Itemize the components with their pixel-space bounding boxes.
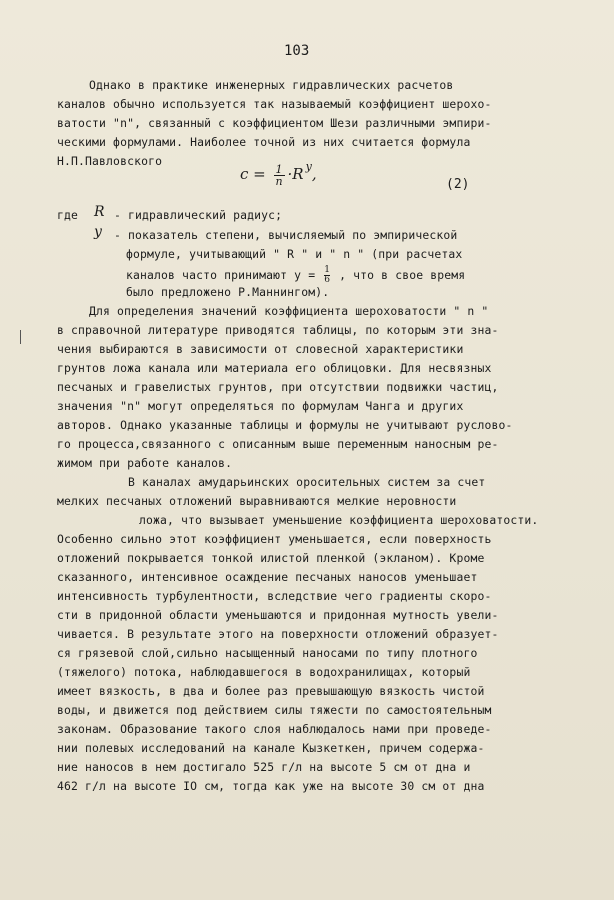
text-line: законам. Образование такого слоя наблюдалось нами при проведе- [57, 722, 492, 736]
text-line: нии полевых исследований на канале Кызкеткен, причем содержа- [57, 741, 485, 755]
where-y-line: - показатель степени, вычисляемый по эмпирической [114, 228, 458, 242]
text-line: сти в придонной области уменьшаются и придонная мутность увели- [57, 608, 499, 622]
text-line: ние наносов в нем достигало 525 г/л на высоте 5 см от дна и [57, 760, 471, 774]
text-line: отложений покрывается тонкой илистой пленкой (экланом). Кроме [57, 551, 485, 565]
inline-fraction-numerator: 1 [324, 265, 331, 275]
text-line: ватости "n", связанный с коэффициентом Шези различными эмпири- [57, 116, 492, 130]
text-line: чивается. В результате этого на поверхности отложений образует- [57, 627, 499, 641]
page-number: 103 [284, 43, 310, 59]
text-line: песчаных и гравелистых грунтов, при отсутствии подвижки частиц, [57, 380, 499, 394]
formula-fraction [274, 164, 285, 187]
where-intro: где [57, 208, 79, 222]
where-y-symbol [94, 225, 102, 239]
text-line: го процесса,связанного с описанным выше переменным наносным ре- [57, 437, 499, 451]
text-line: Н.П.Павловского [57, 154, 163, 168]
text-line: чения выбираются в зависимости от словесной характеристики [57, 342, 464, 356]
text-line: ческими формулами. Наиболее точной из них считается формула [57, 135, 471, 149]
margin-mark [20, 330, 21, 344]
where-r-symbol [94, 205, 105, 219]
text-line: Особенно сильно этот коэффициент уменьшается, если поверхность [57, 532, 492, 546]
text-line: В каналах амударьинских оросительных систем за счет [128, 475, 486, 489]
text-line: (тяжелого) потока, наблюдавшегося в водохранилищах, который [57, 665, 471, 679]
text-line: интенсивность турбулентности, вследствие чего градиенты скоро- [57, 589, 492, 603]
text-line: ложа, что вызывает уменьшение коэффициента шероховатости. [139, 513, 539, 527]
where-y-line3-pre: каналов часто принимают y = [126, 268, 316, 282]
text-line: жимом при работе каналов. [57, 456, 233, 470]
where-y-line: было предложено Р.Маннингом). [126, 285, 330, 299]
inline-fraction-denominator: 6 [324, 275, 331, 285]
formula-exponent: y [305, 160, 312, 173]
formula-lhs: c = [240, 165, 266, 183]
text-line: авторов. Однако указанные таблицы и формулы не учитывают руслово- [57, 418, 513, 432]
text-line: Для определения значений коэффициента шероховатости " n " [89, 304, 489, 318]
where-y-line3-post: , что в свое время [339, 268, 466, 282]
formula-numerator: 1 [275, 162, 283, 176]
text-line: 462 г/л на высоте IO см, тогда как уже на высоте 30 см от дна [57, 779, 485, 793]
text-line: мелких песчаных отложений выравниваются мелкие неровности [57, 494, 457, 508]
formula-pavlovsky [240, 160, 317, 187]
text-line: каналов обычно используется так называемый коэффициент шерохо- [57, 97, 492, 111]
equation-number: (2) [446, 177, 470, 192]
symbol-y: y [94, 224, 103, 240]
text-line: ся грязевой слой,сильно насыщенный наносами по типу плотного [57, 646, 478, 660]
text-line: воды, и движется под действием силы тяжести по самостоятельным [57, 703, 492, 717]
formula-tail: , [311, 165, 317, 183]
where-y-line-fraction [126, 266, 465, 285]
formula-mid: ·R [287, 165, 304, 183]
where-r-text: - гидравлический радиус; [114, 208, 283, 222]
inline-fraction [324, 266, 330, 285]
text-line: значения "n" могут определяться по формулам Чанга и других [57, 399, 464, 413]
text-line: в справочной литературе приводятся таблицы, по которым эти зна- [57, 323, 499, 337]
formula-denominator: n [275, 174, 283, 188]
text-line: грунтов ложа канала или материала его облицовки. Для несвязных [57, 361, 492, 375]
where-y-line: формуле, учитывающий " R " и " n " (при расчетах [126, 247, 463, 261]
text-line: сказанного, интенсивное осаждение песчаных наносов уменьшает [57, 570, 478, 584]
text-line: Однако в практике инженерных гидравлических расчетов [89, 78, 454, 92]
text-line: имеет вязкость, в два и более раз превышающую вязкость чистой [57, 684, 485, 698]
symbol-r: R [94, 204, 105, 220]
